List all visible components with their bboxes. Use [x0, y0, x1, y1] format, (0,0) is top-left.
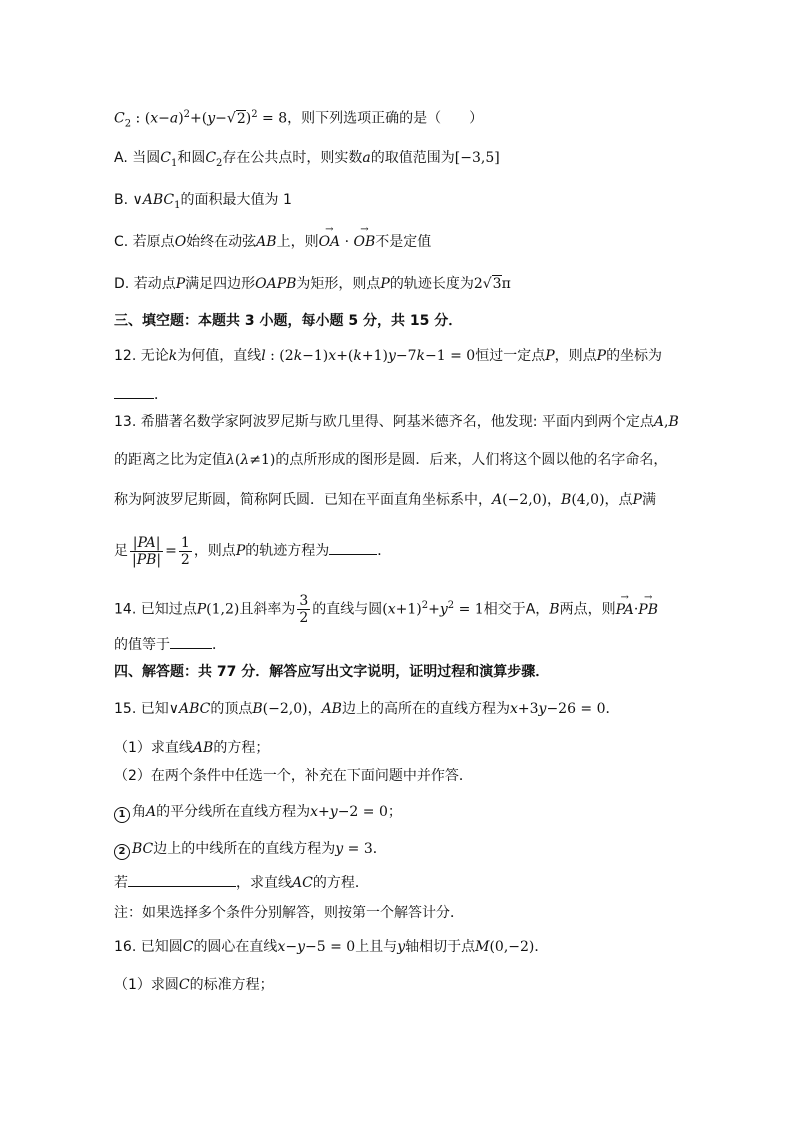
question-16-part-1: （1）求圆C的标准方程；	[114, 977, 274, 993]
question-13-line-4: 足 $\frac{|PA|}{|PB|}$ = $\frac{1}{2}$ ，则点P的轨迹方程为 ．	[114, 534, 392, 568]
question-12-answer-blank: ．	[114, 384, 168, 405]
question-15-condition-2: 2 BC边上的中线所在的直线方程为y = 3．	[114, 839, 387, 860]
circle-c2-equation-line: $C_2$ : $(x-a)^2+(y-√2)^2 = 8$，则下列选项正确的是（ ）	[114, 109, 484, 130]
section-3-heading: 三、填空题：本题共 3 小题，每小题 5 分，共 15 分．	[114, 313, 463, 329]
question-13-line-1: 13. 希腊著名数学家阿波罗尼斯与欧几里得、阿基米德齐名，他发现: 平面内到两个定点A,B	[114, 414, 679, 430]
question-15-part-1: （1）求直线AB的方程；	[114, 740, 270, 756]
option-d: D. 若动点P满足四边形OAPB为矩形，则点P的轨迹长度为2√3π	[114, 276, 511, 292]
question-13-line-3: 称为阿波罗尼斯圆，简称阿氏圆．已知在平面直角坐标系中，A(−2,0)，B(4,0)，点P满	[114, 492, 656, 508]
c2-tail-text: ，则下列选项正确的是（ ）	[287, 110, 484, 127]
question-15-part-2: （2）在两个条件中任选一个，补充在下面问题中并作答．	[114, 768, 473, 784]
option-a: A. 当圆$C_1$和圆$C_2$存在公共点时，则实数a的取值范围为[−3,5]	[114, 150, 500, 169]
question-16: 16. 已知圆C的圆心在直线x−y−5 = 0上且与y轴相切于点M(0,−2)．	[114, 939, 549, 955]
question-14-line-2: 的值等于 ．	[114, 634, 226, 655]
question-15-note: 注：如果选择多个条件分别解答，则按第一个解答计分．	[114, 905, 464, 921]
question-15: 15. 已知∨ABC的顶点B(−2,0)，AB边上的高所在的直线方程为x+3y−26 = 0．	[114, 701, 620, 717]
question-12: 12. 无论k为何值，直线l : (2k−1)x+(k+1)y−7k−1 = 0恒过一定点P，则点P的坐标为	[114, 348, 663, 364]
section-4-heading: 四、解答题：共 77 分．解答应写出文字说明，证明过程和演算步骤．	[114, 664, 550, 680]
question-15-if-line: 若 ，求直线AC的方程．	[114, 872, 369, 893]
question-15-condition-1: 1 角A的平分线所在直线方程为x+y−2 = 0；	[114, 802, 402, 823]
question-14-line-1: 14. 已知过点P(1,2)且斜率为 $\frac{3}{2}$ 的直线与圆$(x+1)^2+y^2 = 1$相交于A，B两点，则→ PA·→ PB	[114, 588, 658, 628]
question-13-line-2: 的距离之比为定值λ(λ≠1)的点所形成的图形是圆．后来，人们将这个圆以他的名字命名，	[114, 452, 668, 468]
option-c: C. 若原点O始终在动弦AB上，则→ OA · → OB不是定值	[114, 232, 431, 252]
option-b: B. $\vee ABC_1$的面积最大值为 1	[114, 192, 292, 211]
